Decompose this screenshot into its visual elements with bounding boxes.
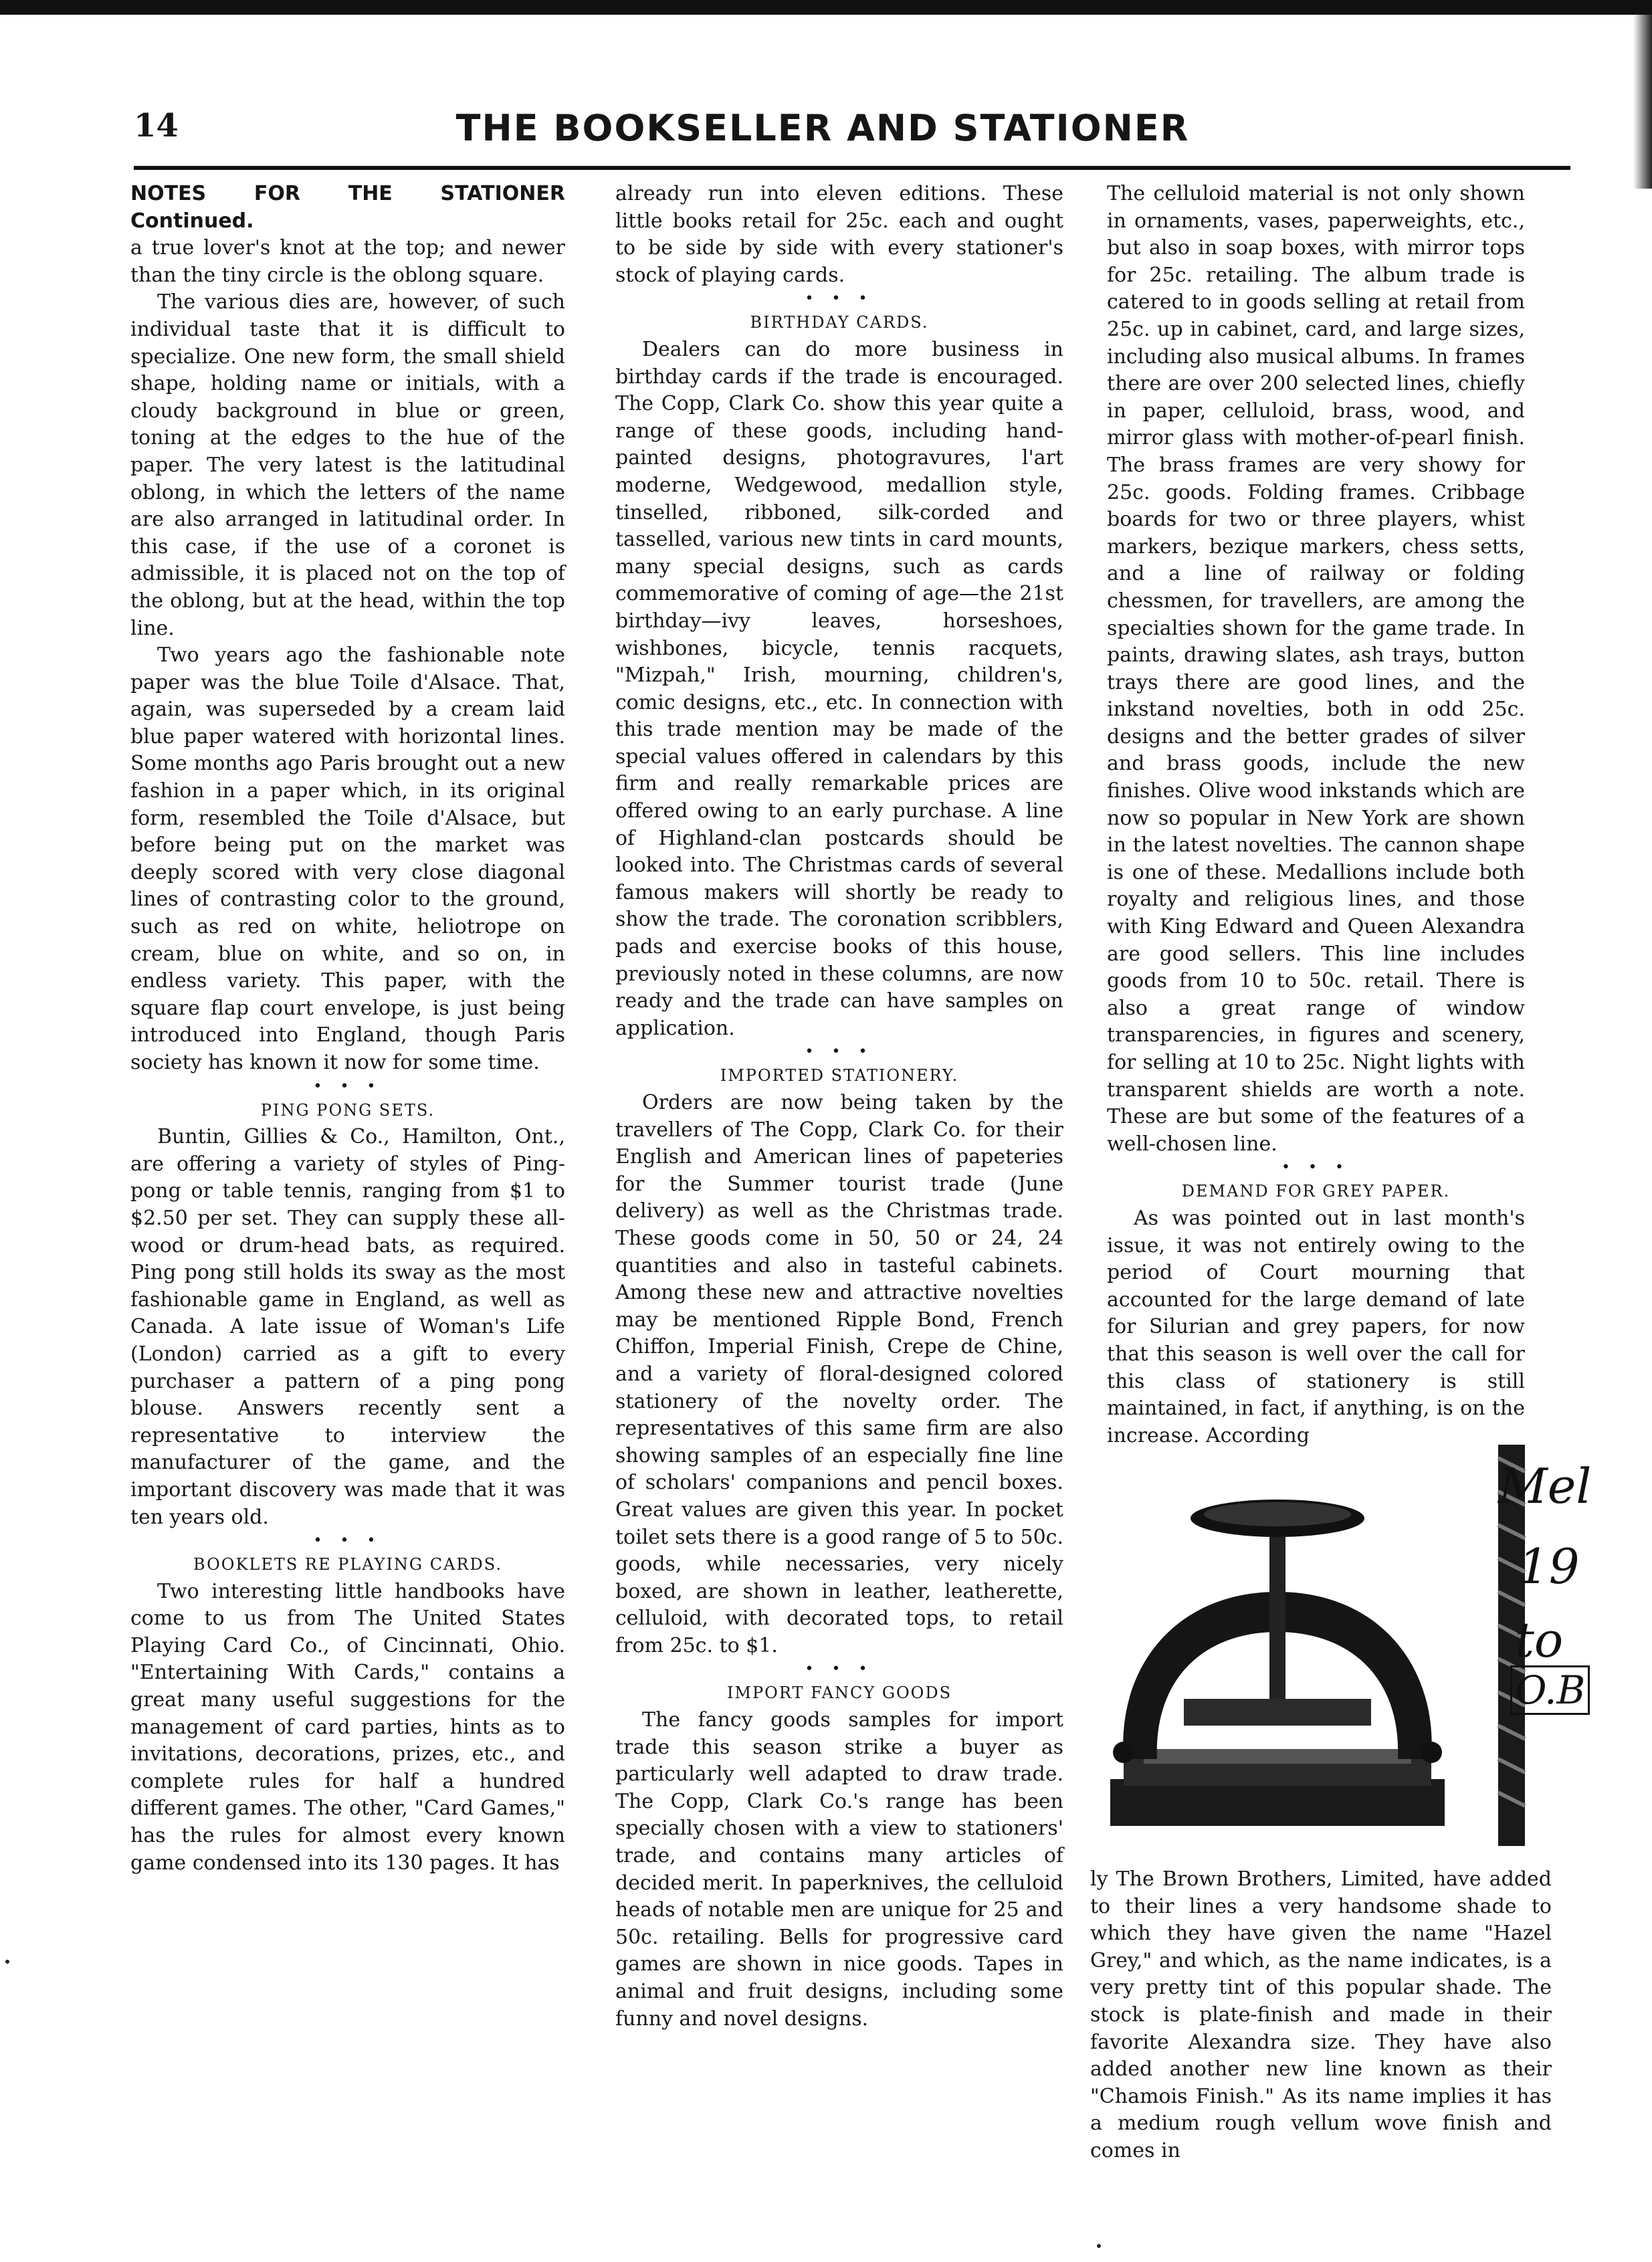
page-number: 14	[134, 107, 179, 144]
press-drawing	[1097, 1445, 1552, 1859]
header-rule	[134, 166, 1570, 170]
scan-mark	[1097, 2244, 1101, 2248]
copying-press-illustration	[1097, 1445, 1592, 1859]
scan-top-edge	[0, 0, 1652, 15]
paragraph: a true lover's knot at the top; and newer than the tiny circle is the oblong square.	[130, 236, 565, 287]
section-divider: • • •	[1281, 1159, 1350, 1176]
handwritten-note-2: 19	[1518, 1538, 1580, 1595]
handwritten-note-3: to	[1515, 1612, 1564, 1668]
paragraph: Buntin, Gillies & Co., Hamilton, Ont., are offering a variety of styles of Ping-pong or table tennis, ranging from $1 to $2.50 per set. They can supply these all-wood or drum-head bats, as required. Ping pong still holds its sway as the most fashionable game in England, as well as Canada. A late issue of Woman's Life (London) carried as a gift to every purchaser a pattern of a ping pong blouse. Answers recently sent a representative to interview the manufacturer of the game, and the important discovery was made that it was ten years old.	[130, 1125, 565, 1529]
section-heading-ping-pong: PING PONG SETS.	[260, 1100, 435, 1120]
paragraph: Dealers can do more business in birthday cards if the trade is encouraged. The Copp, Clark Co. show this year quite a range of these goods, including hand-painted designs, photogravures, l'art moderne, Wedgewood, medallion style, tinselled, ribboned, silk-corded and tasselled, various new tints in card mounts, many special designs, such as cards commemorative of coming of age—the 21st birthday—ivy leaves, horseshoes, wishbones, bicycle, tennis racquets, "Mizpah," Irish, mourning, children's, comic designs, etc., etc. In connection with this trade mention may be made of the special values offered in calendars by this firm and really remarkable prices are offered owing to an early purchase. A line of Highland-clan postcards should be looked into. The Christmas cards of several famous makers will shortly be ready to show the trade. The coronation scribblers, pads and exercise books of this house, previously noted in these columns, are now ready and the trade can have samples on application.	[615, 337, 1063, 1040]
column-3	[1107, 181, 1525, 1449]
column-1	[130, 181, 565, 1877]
masthead-title: THE BOOKSELLER AND STATIONER	[455, 107, 1190, 149]
section-heading-imported-stationery: IMPORTED STATIONERY.	[720, 1066, 959, 1086]
paragraph: Orders are now being taken by the travellers of The Copp, Clark Co. for their English and American lines of papeteries for the Summer tourist trade (June delivery) as well as the Christmas trade. These goods come in 50, 50 or 24, 24 quantities and also in tasteful cabinets. Among these new and attractive novelties may be mentioned Ripple Bond, French Chiffon, Imperial Finish, Crepe de Chine, and a variety of floral-designed colored stationery of the novelty order. The representatives of this same firm are also showing samples of an especially fine line of scholars' companions and pencil boxes. Great values are given this year. In pocket toilet sets there is a good range of 5 to 50c. goods, while necessaries, very nicely boxed, are shown in leather, leatherette, celluloid, with decorated tops, to retail from 25c. to $1.	[615, 1091, 1063, 1657]
scan-mark	[5, 1960, 9, 1964]
section-divider: • • •	[313, 1077, 383, 1095]
paragraph: The various dies are, however, of such individual taste that it is difficult to specialize. One new form, the small shield shape, holding name or initials, with a cloudy background in blue or green, toning at the edges to the hue of the paper. The very latest is the latitudinal oblong, in which the letters of the name are also arranged in latitudinal order. In this case, if the use of a coronet is admissible, it is placed not on the top of the oblong, but at the head, within the top line.	[130, 290, 565, 640]
page-header	[134, 107, 1512, 161]
handwritten-note-4: O.B	[1510, 1665, 1590, 1715]
column-3-continuation	[1090, 1866, 1552, 2165]
section-divider: • • •	[805, 1661, 874, 1678]
section-divider: • • •	[805, 290, 874, 308]
paragraph: Two interesting little handbooks have come to us from The United States Playing Card Co., of Cincinnati, Ohio. "Entertaining With Cards," contains a great many useful suggestions for the management of card parties, hints as to invitations, decorations, prizes, etc., and complete rules for half a hundred different games. The other, "Card Games," has the rules for almost every known game condensed into its 130 pages. It has	[130, 1579, 565, 1875]
paragraph: As was pointed out in last month's issue, it was not entirely owing to the period of Court mourning that accounted for the large demand of late for Silurian and grey papers, for now that this season is well over the call for this class of stationery is still maintained, in fact, if anything, is on the increase. According	[1107, 1206, 1525, 1447]
section-heading-import-fancy-goods: IMPORT FANCY GOODS	[726, 1683, 952, 1703]
paragraph: The celluloid material is not only shown in ornaments, vases, paperweights, etc., but also in soap boxes, with mirror tops for 25c. retailing. The album trade is catered to in goods selling at retail from 25c. up in cabinet, card, and large sizes, including also musical albums. In frames there are over 200 selected lines, chiefly in paper, celluloid, brass, wood, and mirror glass with mother-of-pearl finish. The brass frames are very showy for 25c. goods. Folding frames. Cribbage boards for two or three players, whist markers, bezique markers, chess setts, and a line of railway or folding chessmen, for travellers, are among the specialties shown for the game trade. In paints, drawing slates, ash trays, button trays there are good lines, and the inkstand novelties, both in odd 25c. designs and the better grades of silver and brass goods, include the new finishes. Olive wood inkstands which are now so popular in New York are shown in the latest novelties. The cannon shape is one of these. Medallions include both royalty and religious lines, and those with King Edward and Queen Alexandra are good sellers. This line includes goods from 10 to 50c. retail. There is also a great range of window transparencies, in figures and scenery, for selling at 10 to 25c. Night lights with transparent shields are worth a note. These are but some of the features of a well-chosen line.	[1107, 182, 1525, 1156]
scan-right-edge-shadow	[1633, 15, 1652, 189]
column-2	[615, 181, 1063, 2033]
paragraph: The fancy goods samples for import trade this season strike a buyer as particularly well adapted to draw trade. The Copp, Clark Co.'s range has been specially chosen with a view to stationers' trade, and contains many articles of decided merit. In paperknives, the celluloid heads of notable men are unique for 25 and 50c. retailing. Bells for progressive card games are shown in nice goods. Tapes in animal and fruit designs, including some funny and novel designs.	[615, 1708, 1063, 2031]
section-heading-notes: NOTES FOR THE STATIONER Continued.	[130, 182, 565, 233]
section-divider: • • •	[313, 1532, 383, 1550]
handwritten-note-1: Mel	[1498, 1458, 1592, 1514]
paragraph: Two years ago the fashionable note paper was the blue Toile d'Alsace. That, again, was superseded by a cream laid blue paper watered with horizontal lines. Some months ago Paris brought out a new fashion in a paper which, in its original form, resembled the Toile d'Alsace, but before being put on the market was deeply scored with very close diagonal lines of contrasting color to the ground, such as red on white, heliotrope on cream, blue on white, and so on, in endless variety. This paper, with the square flap court envelope, is just being introduced into England, though Paris society has known it now for some time.	[130, 643, 565, 1074]
paragraph: ly The Brown Brothers, Limited, have added to their lines a very handsome shade to which they have given the name "Hazel Grey," and which, as the name indicates, is a very pretty tint of this popular shade. The stock is plate-finish and made in their favorite Alexandra size. They have also added another new line known as their "Chamois Finish." As its name implies it has a medium rough vellum wove finish and comes in	[1090, 1867, 1552, 2162]
section-heading-birthday-cards: BIRTHDAY CARDS.	[750, 313, 929, 332]
section-heading-booklets: BOOKLETS RE PLAYING CARDS.	[193, 1555, 502, 1574]
paragraph: already run into eleven editions. These little books retail for 25c. each and ought to be side by side with every stationer's stock of playing cards.	[615, 182, 1063, 287]
section-heading-grey-paper: DEMAND FOR GREY PAPER.	[1181, 1182, 1451, 1201]
section-divider: • • •	[805, 1043, 874, 1061]
